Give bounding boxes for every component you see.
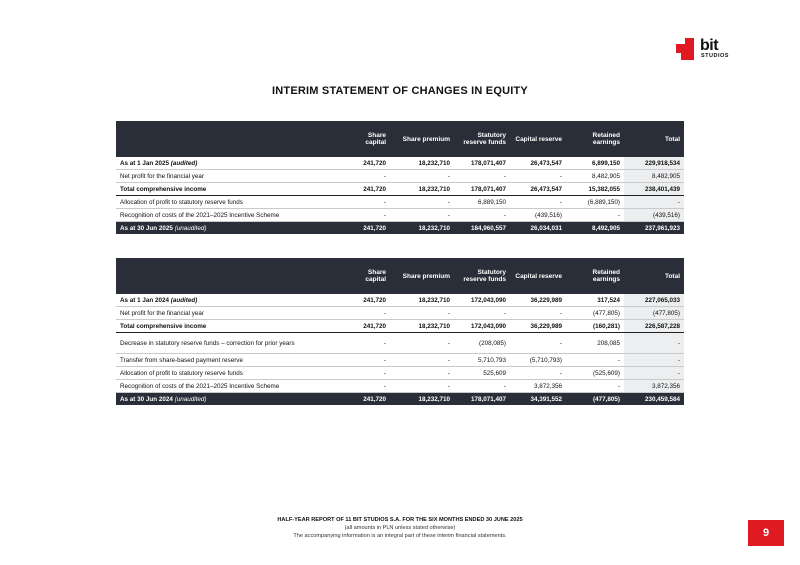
table-cell: - xyxy=(566,354,624,367)
table-cell-total: 8,482,905 xyxy=(624,170,684,183)
header-statutory-reserve: Statutory reserve funds xyxy=(454,121,510,157)
table-cell: 172,043,090 xyxy=(454,320,510,333)
table-cell: 178,071,407 xyxy=(454,393,510,406)
footer-currency-note: (all amounts in PLN unless stated otherwise) xyxy=(344,525,456,531)
table-row xyxy=(116,307,684,320)
table-cell: - xyxy=(510,170,566,183)
table-cell: 26,473,547 xyxy=(510,183,566,196)
table-cell: 18,232,710 xyxy=(390,393,454,406)
table-cell: (160,281) xyxy=(566,320,624,333)
table-cell: 3,872,356 xyxy=(510,380,566,393)
table-cell: - xyxy=(342,196,390,209)
table-cell: - xyxy=(566,209,624,222)
header-label-cell xyxy=(116,258,342,294)
table-cell: 36,229,989 xyxy=(510,294,566,307)
row-label: Recognition of costs of the 2021–2025 Incentive Scheme xyxy=(116,380,342,393)
table-cell-total: - xyxy=(624,367,684,380)
table-cell-total: 229,918,534 xyxy=(624,157,684,170)
row-label: Net profit for the financial year xyxy=(116,307,342,320)
header-share-capital: Share capital xyxy=(342,121,390,157)
table-cell: - xyxy=(510,367,566,380)
table-cell: 184,960,557 xyxy=(454,222,510,235)
table-cell: (208,085) xyxy=(454,333,510,354)
table-cell: 317,524 xyxy=(566,294,624,307)
table-cell-total: - xyxy=(624,354,684,367)
table-cell: - xyxy=(454,307,510,320)
header-capital-reserve: Capital reserve xyxy=(510,121,566,157)
table-cell-total: 238,401,439 xyxy=(624,183,684,196)
table-cell: - xyxy=(342,307,390,320)
table-row xyxy=(116,333,684,354)
table-cell: (477,805) xyxy=(566,307,624,320)
header-share-premium: Share premium xyxy=(390,258,454,294)
table-cell: 241,720 xyxy=(342,294,390,307)
table-cell: (525,609) xyxy=(566,367,624,380)
table-cell: - xyxy=(342,170,390,183)
table-cell: - xyxy=(390,209,454,222)
equity-table-2025 xyxy=(116,121,684,234)
table-cell: 208,085 xyxy=(566,333,624,354)
table-cell: - xyxy=(342,367,390,380)
header-capital-reserve: Capital reserve xyxy=(510,258,566,294)
table-cell-total: - xyxy=(624,333,684,354)
table-cell: 172,043,090 xyxy=(454,294,510,307)
table-cell: 26,473,547 xyxy=(510,157,566,170)
table-row xyxy=(116,320,684,333)
table-cell: 178,071,407 xyxy=(454,157,510,170)
table-cell: - xyxy=(510,307,566,320)
header-label-cell xyxy=(116,121,342,157)
row-label: As at 1 Jan 2025 (audited) xyxy=(116,157,342,170)
table-cell: - xyxy=(390,333,454,354)
table-cell: - xyxy=(390,196,454,209)
table-cell: - xyxy=(390,380,454,393)
table-cell: - xyxy=(510,196,566,209)
table-row xyxy=(116,183,684,196)
header-share-premium: Share premium xyxy=(390,121,454,157)
table-cell: 241,720 xyxy=(342,157,390,170)
table-cell: - xyxy=(390,170,454,183)
table-cell-total: - xyxy=(624,196,684,209)
table-cell: - xyxy=(566,380,624,393)
table-cell: - xyxy=(454,380,510,393)
table-row xyxy=(116,196,684,209)
table-row xyxy=(116,170,684,183)
table-cell: 15,382,055 xyxy=(566,183,624,196)
table-row xyxy=(116,157,684,170)
table-cell: 36,229,989 xyxy=(510,320,566,333)
table-cell: - xyxy=(342,333,390,354)
header-share-capital: Share capital xyxy=(342,258,390,294)
table-cell: 18,232,710 xyxy=(390,294,454,307)
page-footer xyxy=(262,516,538,540)
table-cell-total: 227,065,033 xyxy=(624,294,684,307)
table-cell: 18,232,710 xyxy=(390,183,454,196)
table-cell: 18,232,710 xyxy=(390,320,454,333)
table-header-row xyxy=(116,121,684,157)
header-statutory-reserve: Statutory reserve funds xyxy=(454,258,510,294)
table-cell-total: (477,805) xyxy=(624,307,684,320)
row-label: As at 30 Jun 2025 (unaudited) xyxy=(116,222,342,235)
header-retained-earnings: Retained earnings xyxy=(566,121,624,157)
page-title: INTERIM STATEMENT OF CHANGES IN EQUITY xyxy=(272,85,528,97)
table-cell: 6,899,150 xyxy=(566,157,624,170)
table-cell: 26,034,031 xyxy=(510,222,566,235)
table-cell: - xyxy=(390,367,454,380)
logo-mark-icon xyxy=(676,38,698,60)
table-cell: 18,232,710 xyxy=(390,222,454,235)
table-cell: - xyxy=(390,307,454,320)
table-header-row xyxy=(116,258,684,294)
table-row xyxy=(116,367,684,380)
header-total: Total xyxy=(624,121,684,157)
row-label: Transfer from share-based payment reserve xyxy=(116,354,342,367)
table-cell-total: (439,516) xyxy=(624,209,684,222)
logo-subtitle: STUDIOS xyxy=(701,53,729,59)
table-cell: 178,071,407 xyxy=(454,183,510,196)
table-cell: - xyxy=(454,209,510,222)
row-label: Recognition of costs of the 2021–2025 Incentive Scheme xyxy=(116,209,342,222)
equity-table-2024 xyxy=(116,258,684,405)
table-cell: 525,609 xyxy=(454,367,510,380)
table-cell: 8,482,905 xyxy=(566,170,624,183)
table-row xyxy=(116,393,684,406)
page-number: 9 xyxy=(748,520,784,546)
row-label: Allocation of profit to statutory reserve funds xyxy=(116,367,342,380)
row-label: Net profit for the financial year xyxy=(116,170,342,183)
table-cell: 241,720 xyxy=(342,393,390,406)
table-cell: 18,232,710 xyxy=(390,157,454,170)
row-label: Total comprehensive income xyxy=(116,320,342,333)
footer-disclaimer: The accompanying information is an integral part of these interim financial statements. xyxy=(293,533,507,539)
table-cell: 241,720 xyxy=(342,183,390,196)
table-cell: - xyxy=(342,209,390,222)
table-cell-total: 3,872,356 xyxy=(624,380,684,393)
header-retained-earnings: Retained earnings xyxy=(566,258,624,294)
row-label: As at 30 Jun 2024 (unaudited) xyxy=(116,393,342,406)
row-label: Allocation of profit to statutory reserve funds xyxy=(116,196,342,209)
table-cell: - xyxy=(390,354,454,367)
table-cell-total: 226,587,228 xyxy=(624,320,684,333)
table-cell: - xyxy=(510,333,566,354)
row-label: Decrease in statutory reserve funds – correction for prior years xyxy=(116,333,342,354)
table-cell-total: 230,459,584 xyxy=(624,393,684,406)
table-row xyxy=(116,209,684,222)
table-cell: 8,492,905 xyxy=(566,222,624,235)
table-cell: 6,889,150 xyxy=(454,196,510,209)
table-cell: - xyxy=(342,380,390,393)
table-cell: 34,391,552 xyxy=(510,393,566,406)
table-cell: (477,805) xyxy=(566,393,624,406)
table-cell: 241,720 xyxy=(342,222,390,235)
footer-report-title: HALF-YEAR REPORT OF 11 BIT STUDIOS S.A. FOR THE SIX MONTHS ENDED 30 JUNE 2025 xyxy=(277,517,523,523)
table-row xyxy=(116,294,684,307)
table-cell: 241,720 xyxy=(342,320,390,333)
table-cell: - xyxy=(342,354,390,367)
table-cell: - xyxy=(454,170,510,183)
company-logo xyxy=(676,36,768,62)
table-cell-total: 237,961,923 xyxy=(624,222,684,235)
header-total: Total xyxy=(624,258,684,294)
row-label: As at 1 Jan 2024 (audited) xyxy=(116,294,342,307)
table-cell: (6,889,150) xyxy=(566,196,624,209)
table-cell: (439,516) xyxy=(510,209,566,222)
row-label: Total comprehensive income xyxy=(116,183,342,196)
table-row xyxy=(116,354,684,367)
table-cell: 5,710,793 xyxy=(454,354,510,367)
logo-wordmark: bit xyxy=(700,37,719,54)
table-row xyxy=(116,222,684,235)
table-cell: (5,710,793) xyxy=(510,354,566,367)
table-row xyxy=(116,380,684,393)
